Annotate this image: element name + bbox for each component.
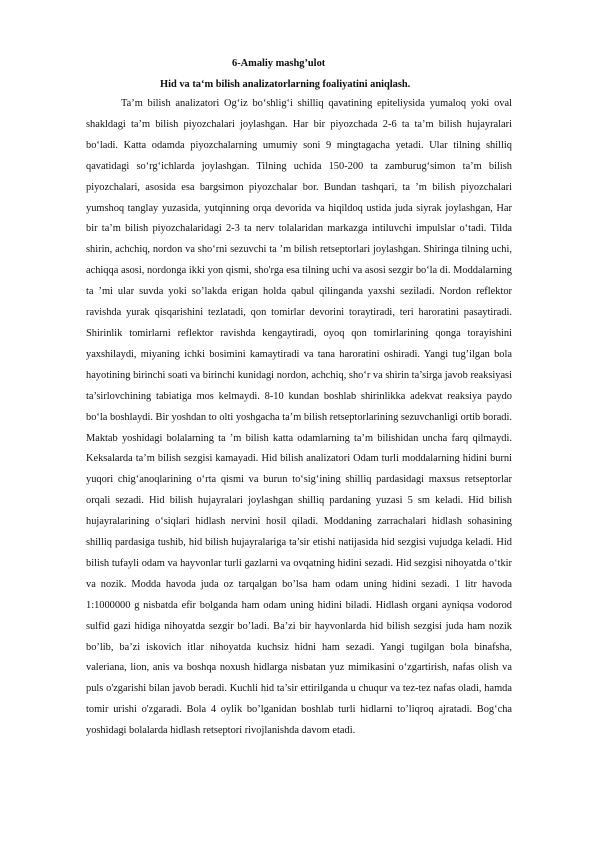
document-page xyxy=(86,56,512,742)
page-subtitle: Hid va ta‘m bilish analizatorlarning foaliyatini aniqlash. xyxy=(160,79,411,90)
page-title: 6-Amaliy mashg’ulot xyxy=(232,58,326,69)
body-paragraph: Ta’m bilish analizatori Og‘iz bo‘shlig‘i shilliq qavatining epiteliysida yumaloq yoki oval shakldagi ta’m bilish piyozchalari joylashgan. Har bir piyozchada 2-6 ta ta’m bilish hujayralari bo‘ladi. Katta odamda piyozchalarning umumiy soni 9 mingtagacha yetadi. Ular tilning shilliq qavatidagi so‘rg‘ichlarda joylashgan. Tilning uchida 150-200 ta zamburug‘simon ta’m bilish piyozchalari, asosida esa bargsimon piyozchalar bor. Bundan tashqari, ta ’m bilish piyozchalari yumshoq tanglay yuzasida, yutqinning orqa devorida va hiqildoq ustida juda siyrak joylashgan, Har bir ta’m bilish piyozchalaridagi 2-3 ta nerv tolalaridan markazga intiluvchi impulslar o‘tadi. Tilda shirin, achchiq, nordon va sho‘rni sezuvchi ta ’m bilish retseptorlari joylashgan. Shiringa tilning uchi, achiqqa asosi, nordonga ikki yon qismi, sho'rga esa tilning uchi va asosi sezgir bo‘la di. Moddalarning ta ’mi ular suvda yoki so’lakda erigan holda qabul qilinganda yaxshi seziladi. Nordon reflektor ravishda yurak qisqarishini tezlatadi, qon tomirlar devorini toraytiradi, teri haroratini pasaytiradi. Shirinlik tomirlarni reflektor ravishda kengaytiradi, oyoq qon tomirlarining qonga torayishini yaxshilaydi, miyaning ichki bosimini kamaytiradi va tana haroratini oshiradi. Yangi tug’ilgan bola hayotining birinchi soati va birinchi kunidagi nordon, achchiq, sho‘r va shirin ta’sirga javob reaksiyasi ta’sirlovchining tabiatiga mos kelmaydi. 8-10 kundan boshlab shirinlikka adekvat reaksiya paydo bo‘la boshlaydi. Bir yoshdan to olti yoshgacha ta’m bilish retseptorlarining sezuvchanligi ortib boradi. Maktab yoshidagi bolalarning ta ’m bilish katta odamlarning ta’m bilishidan uncha farq qilmaydi. Keksalarda ta’m bilish sezgisi kamayadi. Hid bilish analizatori Odam turli moddalarning hidini burni yuqori chig‘anoqlarining o‘rta qismi va burun to‘sig‘ining shilliq pardasidagi maxsus retseptorlar orqali sezadi. Hid bilish hujayralari joylashgan shilliq pardaning yuzasi 5 sm keladi. Hid bilish hujayralarining o‘siqlari hidlash nervini hosil qiladi. Moddaning zarrachalari hidlash sohasining shilliq pardasiga tushib, hid bilish hujayralariga ta’sir etishi natijasida hid sezgisi vujudga keladi. Hid bilish tufayli odam va hayvonlar turli gazlarni va ovqatning hidini sezadi. Hid sezgisi nihoyatda o‘tkir va nozik. Modda havoda juda oz tarqalgan bo’lsa ham odam uning hidini sezadi. 1 litr havoda 1:1000000 g nisbatda efir bolganda ham odam uning hidini biladi. Hidlash organi ayniqsa vodorod sulfid gazi hidiga nihoyatda sezgir bo’ladi. Ba’zi bir hayvonlarda hid bilish sezgisi juda ham nozik bo’lib, ba’zi iskovich itlar nihoyatda kuchsiz hidni ham sezadi. Yangi tugilgan bola binafsha, valeriana, lion, anis va boshqa noxush hidlarga nisbatan yuz mimikasini o‘zgartirish, nafas olish va puls o'zgarishi bilan javob beradi. Kuchli hid ta’sir ettirilganda u chuqur va tez-tez nafas oladi, hamda tomir urishi o'zgaradi. Bola 4 oylik bo’lganidan boshlab turli hidlarni to’liqroq ajratadi. Bog‘cha yoshidagi bolalarda hidlash retseptori rivojlanishda davom etadi. xyxy=(86,98,512,737)
